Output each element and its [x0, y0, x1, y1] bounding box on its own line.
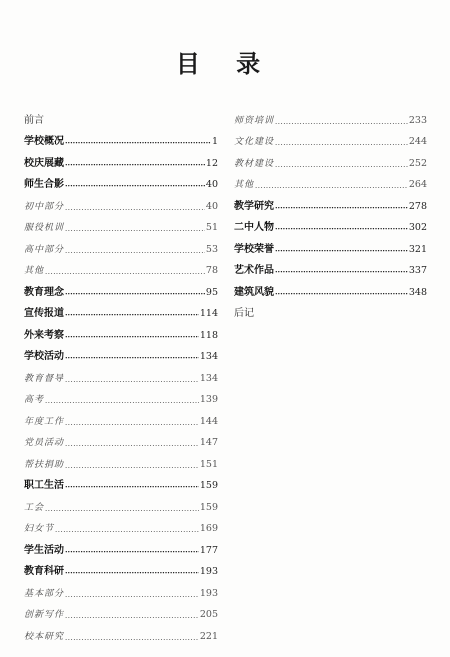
page-title: 目 录 — [175, 49, 275, 78]
toc-entry-page-number: 53 — [205, 243, 218, 255]
toc-entry-label: 宣传报道 — [24, 308, 64, 319]
toc-entry-label: 妇女节 — [24, 524, 55, 534]
toc-leader-dots — [65, 159, 205, 170]
toc-leader-dots — [65, 352, 199, 363]
toc-entry-label: 职工生活 — [24, 480, 64, 491]
toc-entry-page-number: 252 — [408, 157, 427, 169]
toc-entry-page-number: 95 — [205, 286, 218, 298]
toc-entry-page-number: 139 — [199, 394, 218, 405]
toc-leader-dots — [45, 504, 199, 514]
toc-entry-label: 工会 — [24, 502, 45, 513]
toc-entry[interactable] — [234, 213, 427, 235]
toc-entry-page-number: 144 — [199, 415, 218, 427]
toc-entry[interactable] — [24, 320, 218, 342]
toc-leader-dots — [65, 203, 205, 213]
toc-entry[interactable] — [234, 299, 427, 321]
toc-entry[interactable] — [24, 406, 218, 428]
toc-entry[interactable] — [24, 535, 218, 557]
toc-entry-page-number: 264 — [408, 179, 427, 190]
toc-leader-dots — [45, 396, 199, 406]
toc-entry-page-number: 12 — [205, 157, 218, 169]
toc-entry[interactable] — [24, 621, 218, 643]
toc-entry-label: 党员活动 — [24, 438, 65, 448]
toc-leader-dots — [65, 633, 199, 643]
toc-entry[interactable] — [234, 148, 427, 170]
toc-entry-page-number: 51 — [205, 222, 218, 233]
toc-entry-label: 建筑风貌 — [234, 286, 274, 298]
toc-leader-dots — [65, 481, 199, 492]
toc-leader-dots — [65, 246, 205, 256]
toc-entry-page-number: 233 — [408, 114, 427, 126]
toc-entry-label: 基本部分 — [24, 588, 65, 599]
toc-entry-page-number: 78 — [205, 265, 218, 276]
toc-leader-dots — [275, 138, 408, 148]
toc-entry[interactable] — [24, 256, 218, 278]
toc-entry-page-number: 321 — [408, 243, 427, 255]
toc-entry-page-number: 221 — [199, 630, 218, 642]
toc-entry-page-number: 193 — [199, 587, 218, 599]
toc-entry[interactable] — [24, 557, 218, 579]
toc-entry-label: 高中部分 — [24, 244, 65, 255]
toc-entry-page-number: 348 — [408, 286, 427, 298]
toc-leader-dots — [65, 224, 205, 234]
toc-right-column — [234, 105, 427, 320]
toc-entry[interactable] — [24, 191, 218, 213]
toc-leader-dots — [275, 266, 408, 277]
toc-entry[interactable] — [24, 449, 218, 471]
toc-entry-page-number: 159 — [199, 480, 218, 491]
toc-entry-page-number: 278 — [408, 200, 427, 212]
toc-entry[interactable] — [234, 105, 427, 127]
toc-entry-page-number: 134 — [199, 372, 218, 384]
toc-entry[interactable] — [24, 342, 218, 364]
toc-entry[interactable] — [24, 213, 218, 235]
toc-entry-label: 教育督导 — [24, 373, 65, 384]
toc-entry[interactable] — [24, 127, 218, 149]
toc-left-column — [24, 105, 218, 643]
toc-entry-page-number: 159 — [199, 501, 218, 513]
toc-entry-label: 艺术作品 — [234, 265, 274, 276]
toc-entry[interactable] — [234, 170, 427, 192]
toc-entry-label: 高考 — [24, 395, 45, 405]
toc-entry[interactable] — [234, 191, 427, 213]
toc-entry-label: 学校概况 — [24, 136, 64, 147]
toc-entry-label: 教育理念 — [24, 286, 64, 298]
toc-entry-page-number: 147 — [199, 437, 218, 448]
toc-entry[interactable] — [234, 234, 427, 256]
toc-entry-page-number: 114 — [199, 308, 218, 319]
toc-entry-label: 教材建设 — [234, 158, 275, 169]
toc-entry-label: 校庆展藏 — [24, 157, 64, 169]
toc-entry-label: 后记 — [234, 308, 254, 319]
toc-entry[interactable] — [24, 105, 218, 127]
toc-entry-page-number: 302 — [408, 222, 427, 233]
toc-entry-page-number: 40 — [205, 200, 218, 212]
toc-entry-page-number: 40 — [205, 179, 218, 190]
toc-leader-dots — [65, 590, 199, 600]
toc-entry-label: 其他 — [24, 266, 45, 276]
toc-entry[interactable] — [24, 471, 218, 493]
toc-entry-label: 帮扶捐助 — [24, 459, 65, 470]
toc-entry-page-number: 1 — [211, 136, 218, 147]
toc-entry-label: 校本研究 — [24, 631, 65, 642]
toc-entry-label: 年度工作 — [24, 416, 65, 427]
toc-leader-dots — [65, 331, 199, 342]
toc-entry-label: 教学研究 — [234, 200, 274, 212]
toc-entry-label: 文化建设 — [234, 137, 275, 147]
toc-leader-dots — [65, 611, 199, 621]
toc-leader-dots — [65, 375, 199, 385]
toc-entry[interactable] — [24, 299, 218, 321]
toc-entry-label: 教育科研 — [24, 566, 64, 577]
toc-leader-dots — [65, 461, 199, 471]
toc-leader-dots — [65, 180, 205, 191]
toc-entry[interactable] — [234, 277, 427, 299]
toc-entry[interactable] — [24, 578, 218, 600]
toc-leader-dots — [275, 223, 408, 234]
toc-entry-label: 学生活动 — [24, 544, 64, 556]
toc-entry[interactable] — [24, 277, 218, 299]
toc-leader-dots — [45, 267, 205, 277]
toc-entry-page-number: 244 — [408, 136, 427, 147]
toc-entry-label: 外来考察 — [24, 329, 64, 341]
toc-entry-page-number: 177 — [199, 544, 218, 556]
toc-leader-dots — [255, 181, 408, 191]
toc-entry-label: 学校荣誉 — [234, 243, 274, 255]
toc-entry-label: 服役机训 — [24, 223, 65, 233]
toc-entry[interactable] — [24, 428, 218, 450]
toc-entry-label: 其他 — [234, 180, 255, 190]
toc-leader-dots — [65, 418, 199, 428]
toc-leader-dots — [65, 309, 199, 320]
toc-leader-dots — [275, 117, 408, 127]
toc-entry-label: 二中人物 — [234, 222, 274, 233]
toc-entry[interactable] — [24, 170, 218, 192]
toc-entry[interactable] — [234, 256, 427, 278]
toc-entry[interactable] — [24, 492, 218, 514]
toc-entry-label: 师生合影 — [24, 179, 64, 190]
toc-leader-dots — [65, 288, 205, 299]
toc-leader-dots — [275, 288, 408, 299]
toc-entry[interactable] — [24, 385, 218, 407]
toc-entry[interactable] — [24, 514, 218, 536]
toc-entry[interactable] — [234, 127, 427, 149]
toc-entry-page-number: 337 — [408, 265, 427, 276]
toc-entry-page-number: 169 — [199, 523, 218, 534]
toc-leader-dots — [275, 160, 408, 170]
toc-entry-label: 师资培训 — [234, 115, 275, 126]
toc-leader-dots — [275, 245, 408, 256]
toc-leader-dots — [65, 546, 199, 557]
toc-leader-dots — [65, 567, 199, 578]
toc-leader-dots — [65, 439, 199, 449]
toc-entry-page-number: 193 — [199, 566, 218, 577]
toc-entry-label: 前言 — [24, 114, 44, 126]
toc-entry-page-number: 134 — [199, 351, 218, 362]
toc-entry-label: 学校活动 — [24, 351, 64, 362]
toc-entry-page-number: 118 — [199, 329, 218, 341]
toc-entry-label: 初中部分 — [24, 201, 65, 212]
toc-entry-page-number: 151 — [199, 458, 218, 470]
toc-leader-dots — [55, 525, 199, 535]
toc-entry-page-number: 205 — [199, 609, 218, 620]
toc-leader-dots — [65, 137, 211, 148]
toc-entry[interactable] — [24, 234, 218, 256]
toc-entry[interactable] — [24, 363, 218, 385]
toc-leader-dots — [275, 202, 408, 213]
toc-entry[interactable] — [24, 600, 218, 622]
toc-entry[interactable] — [24, 148, 218, 170]
toc-entry-label: 创新写作 — [24, 610, 65, 620]
